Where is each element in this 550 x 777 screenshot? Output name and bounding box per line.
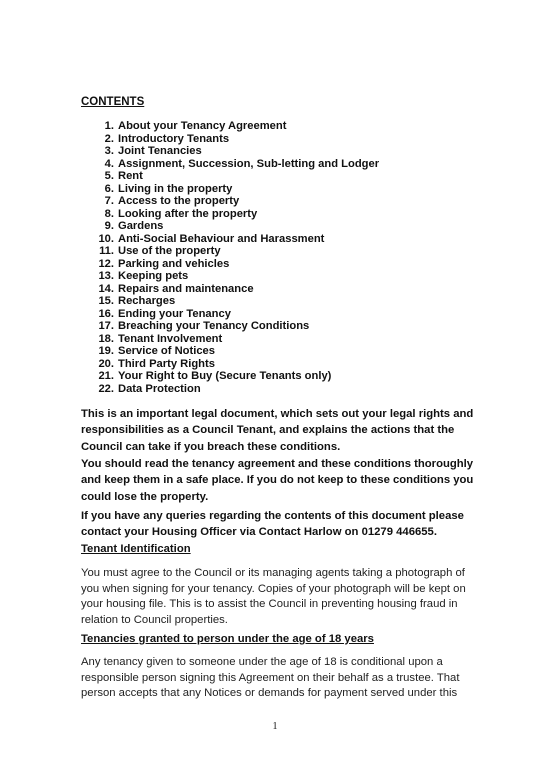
toc-item-label: Data Protection [118, 382, 201, 395]
toc-item [92, 345, 379, 358]
toc-item-label: Looking after the property [118, 207, 258, 220]
toc-item-label: Recharges [118, 295, 176, 308]
toc-item-number: 11. [99, 245, 114, 258]
toc-item [92, 183, 379, 196]
toc-item-number: 7. [104, 195, 114, 208]
toc-item-number: 10. [98, 232, 114, 245]
toc-item [92, 195, 379, 208]
under-18-heading: Tenancies granted to person under the age of 18 years [81, 633, 374, 645]
intro-paragraph-2: You should read the tenancy agreement and these conditions thoroughly and keep them in a safe place. If you do not keep to these conditions you could lose the property. [81, 458, 474, 503]
page-number: 1 [272, 721, 278, 732]
toc-item-label: Anti-Social Behaviour and Harassment [118, 232, 325, 245]
toc-item-number: 8. [104, 207, 114, 220]
toc-item [92, 120, 379, 133]
toc-item [92, 283, 379, 296]
toc-item-label: Assignment, Succession, Sub-letting and Lodger [118, 157, 380, 170]
toc-item-number: 22. [98, 382, 114, 395]
toc-item [92, 295, 379, 308]
toc-item-number: 15. [98, 295, 114, 308]
toc-item [92, 320, 379, 333]
toc-item [92, 158, 379, 171]
toc-item-number: 12. [98, 257, 114, 270]
toc-item-number: 19. [98, 345, 114, 358]
toc-item-number: 5. [104, 170, 114, 183]
toc-item-number: 3. [104, 145, 114, 158]
toc-item-label: Use of the property [118, 245, 221, 258]
tenant-identification-text: You must agree to the Council or its managing agents taking a photograph of you when signing for your tenancy. Copies of your photograph will be kept on your housing file. This is to assist the Council in preventing housing fraud in relation to Council properties. [81, 567, 466, 627]
contents-heading: CONTENTS [81, 96, 145, 108]
toc-item-number: 20. [98, 357, 114, 370]
toc-item-label: Breaching your Tenancy Conditions [118, 320, 310, 333]
toc-item-label: Introductory Tenants [118, 132, 230, 145]
toc-item-label: Joint Tenancies [118, 145, 202, 158]
toc-item-label: Your Right to Buy (Secure Tenants only) [118, 370, 332, 383]
toc-item [92, 208, 379, 221]
toc-item [92, 170, 379, 183]
intro-paragraph-3: If you have any queries regarding the contents of this document please contact your Housing Officer via Contact Harlow on 01279 446655. [81, 510, 464, 539]
toc-item-label: Rent [118, 170, 143, 183]
intro-paragraph-1: This is an important legal document, which sets out your legal rights and responsibilities as a Council Tenant, and explains the actions that the Council can take if you breach these conditions. [81, 408, 474, 453]
toc-item-number: 9. [104, 220, 114, 233]
under-18-text: Any tenancy given to someone under the age of 18 is conditional upon a responsible person signing this Agreement on their behalf as a trustee. That person accepts that any Notices or demands for payment served under this [81, 656, 460, 700]
toc-item-label: Tenant Involvement [118, 332, 223, 345]
toc-item-label: Parking and vehicles [118, 257, 230, 270]
toc-item [92, 145, 379, 158]
toc-item-label: Repairs and maintenance [118, 282, 254, 295]
toc-item-label: Service of Notices [118, 345, 216, 358]
toc-item-label: About your Tenancy Agreement [118, 120, 287, 132]
toc-item-number: 2. [104, 132, 114, 145]
toc-item [92, 270, 379, 283]
table-of-contents [92, 120, 379, 395]
toc-item-label: Keeping pets [118, 270, 189, 283]
toc-item-number: 13. [98, 270, 114, 283]
toc-item-label: Living in the property [118, 182, 233, 195]
toc-item-number: 21. [98, 370, 114, 383]
toc-item [92, 358, 379, 371]
toc-item [92, 370, 379, 383]
toc-item [92, 133, 379, 146]
toc-item-number: 6. [104, 182, 114, 195]
toc-item [92, 383, 379, 396]
toc-item [92, 308, 379, 321]
tenant-identification-heading: Tenant Identification [81, 543, 191, 555]
toc-item-number: 4. [104, 157, 114, 170]
toc-item-number: 1. [104, 120, 114, 132]
toc-item-label: Ending your Tenancy [118, 307, 231, 320]
toc-item-number: 17. [98, 320, 114, 333]
toc-item [92, 233, 379, 246]
toc-item [92, 245, 379, 258]
toc-item [92, 258, 379, 271]
toc-item-label: Third Party Rights [118, 357, 215, 370]
toc-item-label: Access to the property [118, 195, 240, 208]
toc-item [92, 333, 379, 346]
toc-item-number: 16. [98, 307, 114, 320]
toc-item [92, 220, 379, 233]
toc-item-number: 14. [98, 282, 114, 295]
toc-item-number: 18. [98, 332, 114, 345]
toc-item-label: Gardens [118, 220, 164, 233]
